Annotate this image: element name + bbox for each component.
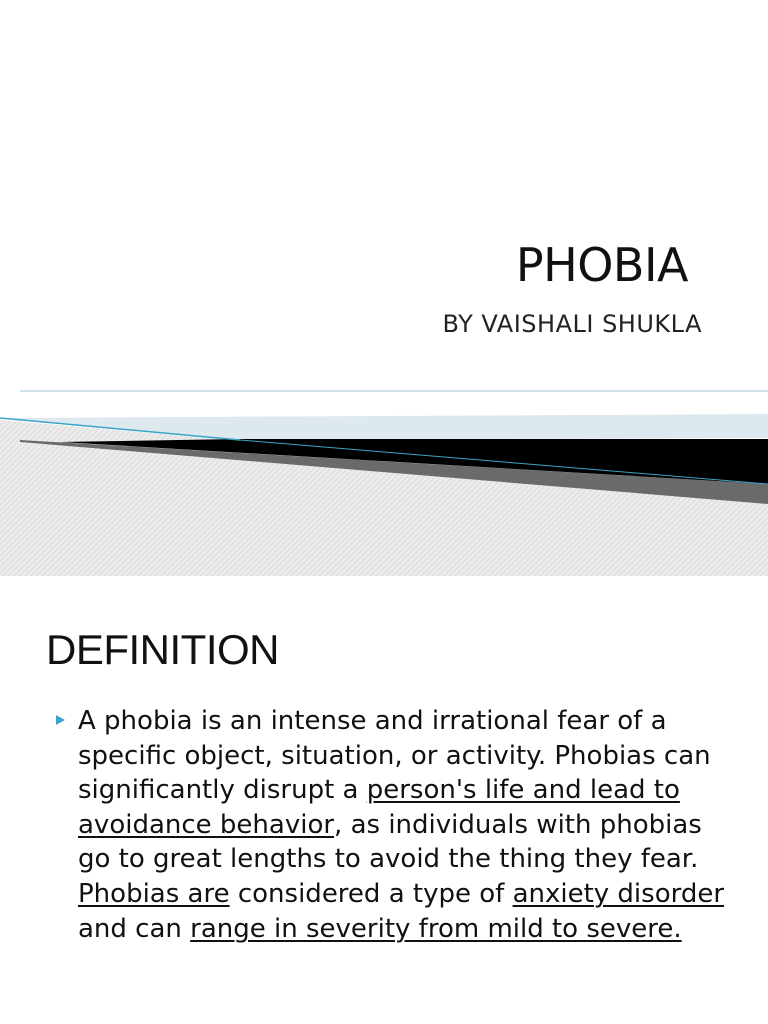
underlined-text-segment: Phobias are	[78, 878, 230, 909]
underlined-text-segment: person's life and lead to avoidance behavior	[78, 775, 680, 840]
underlined-text-segment: anxiety disorder	[512, 878, 725, 909]
text-segment: and can	[78, 913, 191, 944]
bullet-triangle-icon	[56, 715, 65, 725]
slide-subtitle: BY VAISHALI SHUKLA	[442, 310, 702, 338]
text-segment: A phobia is an intense and irrational fear of a specific object, situation, or activity. Phobias can significantly disrupt a	[78, 706, 711, 806]
title-decor-bands	[0, 380, 768, 576]
definition-slide	[0, 576, 768, 1024]
text-segment: considered a type of	[229, 878, 513, 909]
slide-title: PHOBIA	[515, 238, 688, 292]
underlined-text-segment: range in severity from mild to severe.	[190, 913, 682, 944]
definition-heading: DEFINITION	[46, 626, 279, 673]
text-segment: , as individuals with phobias go to great lengths to avoid the thing they fear.	[78, 809, 702, 875]
definition-bullet	[48, 704, 738, 946]
definition-text	[78, 704, 738, 946]
